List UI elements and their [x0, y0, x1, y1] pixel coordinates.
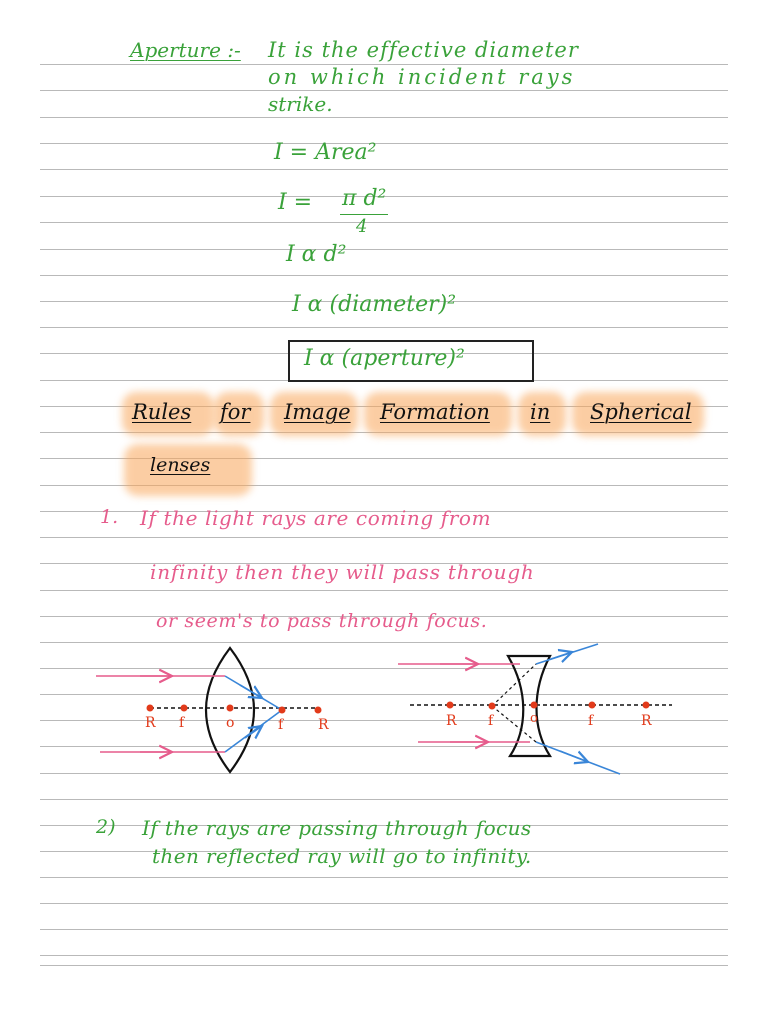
formula-intensity-pi-numerator: π d²	[342, 186, 387, 211]
concave-lens-diagram	[398, 644, 672, 774]
rule1-line3: or seem's to pass through focus.	[156, 610, 488, 632]
rule1-number: 1.	[100, 506, 119, 528]
title-word-spherical: Spherical	[590, 400, 692, 424]
formula-intensity-area: I = Area²	[274, 140, 377, 165]
concave-point-R-left	[447, 702, 454, 709]
formula-intensity-pi-lhs: I =	[278, 190, 313, 215]
concave-point-f-left	[489, 703, 496, 710]
convex-point-f-left	[181, 705, 188, 712]
rule1-line2: infinity then they will pass through	[150, 560, 535, 584]
concave-label-R-left: R	[446, 713, 457, 729]
rule1-line1: If the light rays are coming from	[140, 506, 492, 530]
title-word-rules: Rules	[132, 400, 192, 424]
title-word-lenses: lenses	[150, 454, 211, 476]
title-word-image: Image	[284, 400, 351, 424]
convex-label-R-left: R	[145, 715, 156, 731]
convex-label-R-right: R	[318, 717, 329, 733]
aperture-definition-line3: strike.	[268, 92, 333, 116]
rule2-line2: then reflected ray will go to infinity.	[152, 844, 532, 868]
convex-point-f-right	[279, 707, 286, 714]
aperture-definition-line2: on which incident rays	[268, 65, 576, 89]
concave-label-f-left: f	[488, 713, 494, 729]
concave-label-f-right: f	[588, 713, 594, 729]
formula-proportional-d2: I α d²	[286, 242, 347, 267]
convex-point-R-left	[147, 705, 154, 712]
aperture-definition-line1: It is the effective diameter	[268, 38, 579, 62]
title-word-formation: Formation	[380, 400, 490, 424]
rule2-line1: If the rays are passing through focus	[142, 816, 532, 840]
convex-label-f-left: f	[179, 715, 185, 731]
rule2-number: 2)	[96, 816, 116, 838]
convex-point-o	[227, 705, 234, 712]
concave-point-R-right	[643, 702, 650, 709]
aperture-heading: Aperture :-	[130, 38, 241, 62]
title-word-in: in	[530, 400, 551, 424]
formula-proportional-aperture: I α (aperture)²	[304, 346, 465, 371]
concave-point-o	[531, 702, 538, 709]
concave-label-o: o	[530, 711, 538, 726]
convex-label-f-right: f	[278, 717, 284, 733]
convex-point-R-right	[315, 707, 322, 714]
title-word-for: for	[220, 400, 251, 424]
formula-proportional-diameter: I α (diameter)²	[292, 292, 457, 317]
formula-intensity-pi-denominator: 4	[356, 216, 368, 237]
convex-lens-diagram	[96, 648, 322, 772]
concave-label-R-right: R	[641, 713, 652, 729]
convex-label-o: o	[226, 715, 235, 731]
concave-point-f-right	[589, 702, 596, 709]
